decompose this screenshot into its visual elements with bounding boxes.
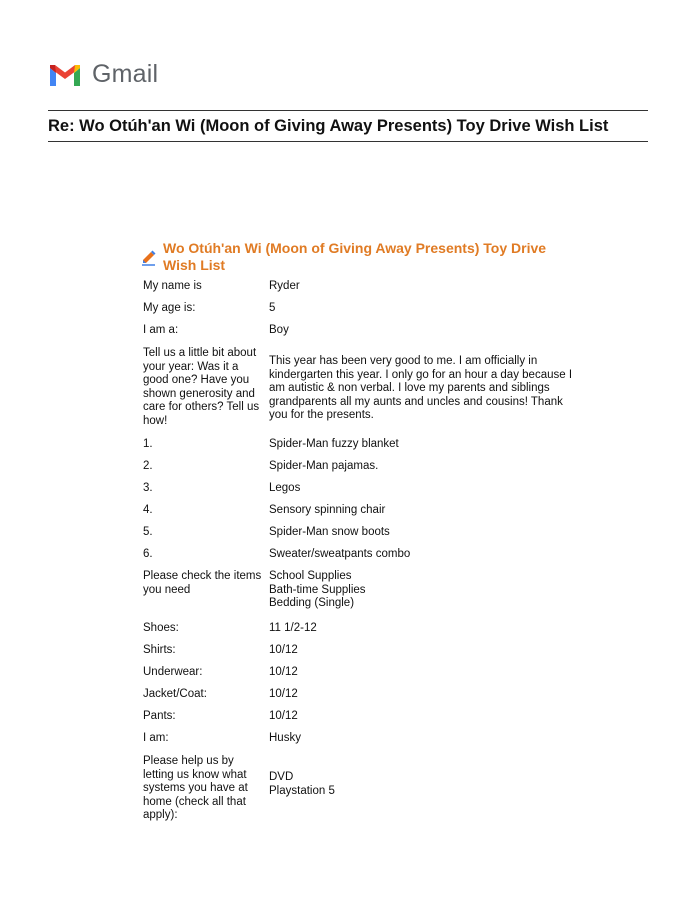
size-value: Husky [269,732,301,744]
size-row [140,642,580,664]
needs-label: Please check the items you need [143,570,262,596]
system-item: DVD [269,771,294,783]
wish-row [140,546,580,568]
wish-row [140,524,580,546]
wish-list-form [140,240,580,825]
age-row [140,300,580,322]
gmail-header [48,60,158,89]
gmail-logo-icon [48,62,82,88]
age-label: My age is: [143,302,196,314]
need-item: School Supplies [269,570,352,582]
wish-row [140,502,580,524]
size-value: 10/12 [269,710,298,722]
wish-number: 1. [143,438,153,450]
wish-number: 5. [143,526,153,538]
size-value: 10/12 [269,688,298,700]
wish-number: 4. [143,504,153,516]
wish-item: Legos [269,482,301,494]
size-row [140,686,580,708]
subject-divider [48,141,648,142]
needs-row [140,568,580,620]
size-row [140,730,580,752]
wish-row [140,480,580,502]
size-label: Shirts: [143,644,176,656]
gender-label: I am a: [143,324,179,336]
need-item: Bedding (Single) [269,597,355,609]
year-label: Tell us a little bit about your year: Was it a good one? Have you shown generosity and care for others? Tell us how! [143,347,260,427]
size-label: Underwear: [143,666,203,678]
wish-item: Sweater/sweatpants combo [269,548,411,560]
system-item: Playstation 5 [269,784,335,797]
size-row [140,708,580,730]
size-value: 10/12 [269,666,298,678]
size-label: Shoes: [143,622,179,634]
gender-value: Boy [269,324,289,336]
top-divider [48,110,648,111]
edit-pencil-icon [140,249,157,266]
wish-item: Spider-Man fuzzy blanket [269,438,399,450]
need-item: Bath-time Supplies [269,583,366,596]
size-value: 11 1/2-12 [269,622,317,634]
wish-number: 2. [143,460,153,472]
age-value: 5 [269,302,276,314]
size-row [140,664,580,686]
size-value: 10/12 [269,644,298,656]
wish-number: 6. [143,548,153,560]
size-label: Jacket/Coat: [143,688,207,700]
email-subject: Re: Wo Otúh'an Wi (Moon of Giving Away Presents) Toy Drive Wish List [48,117,609,135]
size-label: I am: [143,732,169,744]
gender-row [140,322,580,344]
wish-item: Sensory spinning chair [269,504,386,516]
systems-row [140,752,580,825]
systems-values [269,755,580,825]
form-title [140,240,580,274]
wish-item: Spider-Man snow boots [269,526,390,538]
gmail-wordmark: Gmail [92,60,159,88]
year-row [140,344,580,436]
needs-values [269,570,580,620]
form-title-text: Wo Otúh'an Wi (Moon of Giving Away Presents) Toy Drive Wish List [163,240,547,273]
year-value: This year has been very good to me. I am officially in kindergarten this year. I only go for an hour a day because I am autistic & non verbal. I love my parents and siblings grandparents all my aunts and uncles and cousins! Thank you for the presents. [269,355,573,421]
name-row [140,278,580,300]
name-label: My name is [143,280,202,292]
wish-list [140,436,580,568]
name-value: Ryder [269,280,300,292]
systems-label: Please help us by letting us know what systems you have at home (check all that apply): [143,755,248,821]
wish-row [140,458,580,480]
size-label: Pants: [143,710,176,722]
wish-row [140,436,580,458]
wish-number: 3. [143,482,153,494]
wish-item: Spider-Man pajamas. [269,460,379,472]
size-list [140,620,580,752]
size-row [140,620,580,642]
